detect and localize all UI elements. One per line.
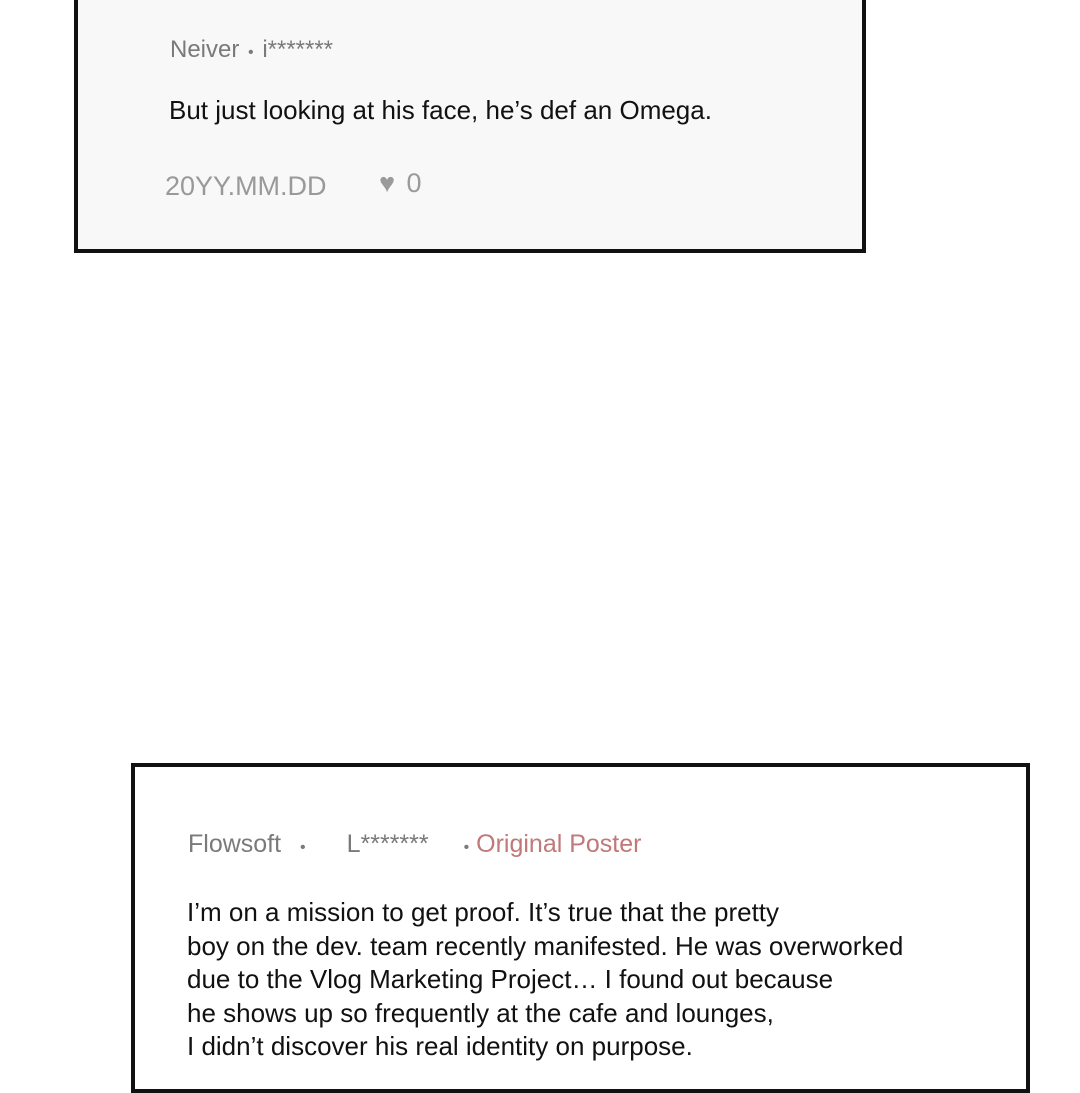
comment-meta (170, 36, 333, 64)
heart-icon: ♥ (379, 168, 396, 198)
comment-panel-1 (74, 0, 866, 253)
meta-separator: • (463, 839, 470, 856)
comment-text: But just looking at his face, he’s def an Omega. (169, 95, 712, 125)
comment-line: I didn’t discover his real identity on purpose. (187, 1031, 693, 1061)
comment-text (187, 896, 903, 1064)
comment-line: he shows up so frequently at the cafe and lounges, (187, 997, 774, 1028)
original-poster-badge: Original Poster (476, 830, 642, 858)
meta-separator: • (248, 44, 254, 61)
comment-panel-2 (131, 763, 1030, 1093)
masked-user-id: L******* (346, 830, 429, 858)
like-count: 0 (406, 168, 422, 198)
meta-separator: • (300, 839, 306, 856)
comment-date: 20YY.MM.DD (165, 171, 327, 201)
username[interactable]: Neiver (170, 36, 240, 63)
comment-line: I’m on a mission to get proof. It’s true that the pretty (187, 897, 780, 927)
like-button[interactable] (379, 168, 422, 199)
username[interactable]: Flowsoft (188, 830, 282, 858)
comment-meta (188, 830, 642, 859)
masked-user-id: i******* (262, 36, 334, 63)
comment-line: due to the Vlog Marketing Project… I found out because (187, 964, 834, 994)
comment-line: boy on the dev. team recently manifested. He was overworked (187, 930, 904, 961)
